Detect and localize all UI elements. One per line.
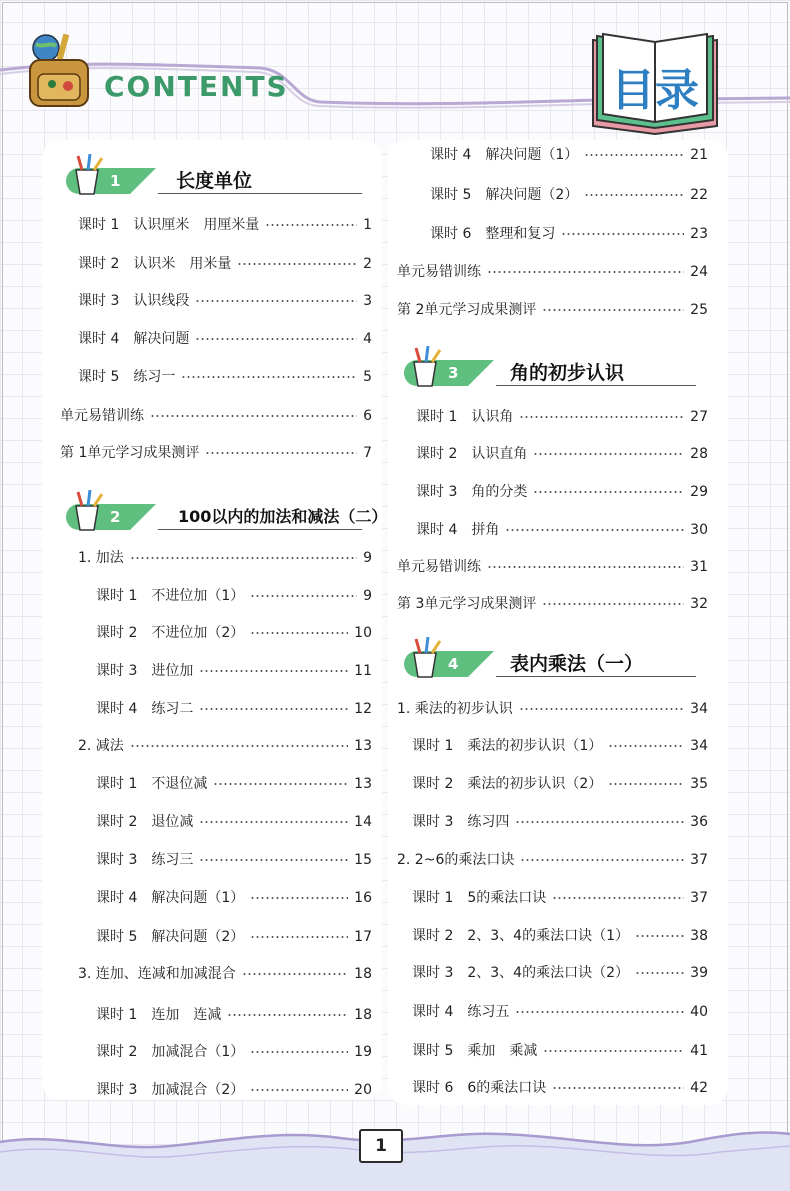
entry-title: 解决问题（1） [151,890,245,906]
unit-header[interactable] [66,160,362,200]
toc-entry[interactable] [412,1078,708,1098]
page-number: 37 [690,890,708,906]
entry-title: 2. 2~6的乘法口诀 [397,852,515,868]
toc-entry[interactable] [416,520,708,540]
entry-title: 练习一 [133,369,176,385]
entry-title: 不进位加（2） [151,625,245,641]
pencil-cup-icon [410,346,444,390]
toc-entry[interactable] [78,964,372,984]
toc-title: 目录 [611,65,699,116]
toc-entry[interactable] [412,812,708,832]
entry-title: 乘加 乘减 [467,1043,538,1059]
lesson-label: 课时 3 [96,1082,138,1098]
entry-title: 3. 连加、连减和加减混合 [78,966,236,982]
toc-entry[interactable] [60,406,372,426]
page-number: 25 [690,302,708,318]
toc-entry[interactable] [96,774,372,794]
page-number: 9 [363,588,372,604]
backpack-icon [22,32,102,112]
page-number: 21 [690,147,708,163]
toc-entry[interactable] [96,888,372,908]
page-number: 36 [690,814,708,830]
pencil-cup-icon [410,637,444,681]
entry-title: 第 2单元学习成果测评 [397,302,537,318]
toc-entry[interactable] [397,850,708,870]
page-number: 19 [354,1044,372,1060]
page-number: 7 [363,445,372,461]
lesson-label: 课时 4 [412,1004,454,1020]
toc-entry[interactable] [397,262,708,282]
toc-entry[interactable] [96,661,372,681]
entry-title: 第 3单元学习成果测评 [397,596,537,612]
page-number: 13 [354,738,372,754]
entry-title: 认识直角 [471,446,528,462]
page-number: 6 [363,408,372,424]
unit-title: 角的初步认识 [510,362,625,384]
lesson-label: 课时 2 [78,256,120,272]
entry-title: 解决问题（2） [151,929,245,945]
pencil-cup-icon [72,154,106,198]
lesson-label: 课时 3 [412,814,454,830]
page-number: 29 [690,484,708,500]
page-number: 20 [354,1082,372,1098]
entry-title: 整理和复习 [485,226,556,242]
entry-title: 解决问题（2） [485,187,579,203]
entry-title: 不进位加（1） [151,588,245,604]
page-number: 28 [690,446,708,462]
toc-entry[interactable] [78,291,372,311]
toc-entry[interactable] [412,888,708,908]
page-number: 14 [354,814,372,830]
lesson-label: 课时 1 [78,217,120,233]
lesson-label: 课时 5 [78,369,120,385]
contents-heading: CONTENTS [104,70,289,103]
toc-entry[interactable] [96,812,372,832]
entry-title: 2、3、4的乘法口诀（2） [467,965,629,981]
lesson-label: 课时 4 [96,890,138,906]
unit-header[interactable] [404,643,696,683]
page-number: 4 [363,331,372,347]
toc-entry[interactable] [430,185,708,205]
page-number: 9 [363,550,372,566]
lesson-label: 课时 5 [412,1043,454,1059]
lesson-label: 课时 2 [416,446,458,462]
lesson-label: 课时 3 [96,852,138,868]
entry-title: 加减混合（2） [151,1082,245,1098]
lesson-label: 课时 4 [416,522,458,538]
entry-title: 5的乘法口诀 [467,890,547,906]
unit-number: 1 [110,172,121,190]
page-number: 27 [690,409,708,425]
toc-entry[interactable] [412,926,708,946]
entry-title: 解决问题（1） [485,147,579,163]
toc-entry[interactable] [412,774,708,794]
toc-entry[interactable] [78,215,372,235]
lesson-label: 课时 2 [96,1044,138,1060]
toc-entry[interactable] [96,586,372,606]
toc-entry[interactable] [96,850,372,870]
lesson-label: 课时 1 [412,738,454,754]
unit-number: 4 [448,655,459,673]
entry-title: 乘法的初步认识（1） [467,738,603,754]
page-number: 11 [354,663,372,679]
page-number: 35 [690,776,708,792]
lesson-label: 课时 1 [96,1007,138,1023]
page-number: 13 [354,776,372,792]
entry-title: 退位减 [151,814,194,830]
page-number: 12 [354,701,372,717]
lesson-label: 课时 2 [96,814,138,830]
page-number: 39 [690,965,708,981]
toc-entry[interactable] [397,699,708,719]
lesson-label: 课时 1 [96,776,138,792]
lesson-label: 课时 5 [430,187,472,203]
page-number: 16 [354,890,372,906]
entry-title: 练习二 [151,701,194,717]
page-number: 2 [363,256,372,272]
lesson-label: 课时 4 [96,701,138,717]
page-number: 17 [354,929,372,945]
unit-number: 3 [448,364,459,382]
toc-entry[interactable] [412,1041,708,1061]
toc-entry[interactable] [96,1042,372,1062]
entry-title: 单元易错训练 [397,264,481,280]
toc-entry[interactable] [412,736,708,756]
toc-entry[interactable] [78,329,372,349]
toc-entry[interactable] [96,1080,372,1100]
entry-title: 乘法的初步认识（2） [467,776,603,792]
toc-entry[interactable] [60,443,372,463]
page-number: 18 [354,966,372,982]
lesson-label: 课时 2 [412,776,454,792]
page-number: 1 [363,217,372,233]
entry-title: 不退位减 [151,776,208,792]
entry-title: 1. 乘法的初步认识 [397,701,513,717]
page-number: 5 [363,369,372,385]
page-number: 24 [690,264,708,280]
lesson-label: 课时 5 [96,929,138,945]
entry-title: 解决问题 [133,331,190,347]
page-number: 34 [690,738,708,754]
toc-entry[interactable] [78,736,372,756]
toc-entry[interactable] [412,1002,708,1022]
lesson-label: 课时 6 [412,1080,454,1096]
lesson-label: 课时 3 [96,663,138,679]
entry-title: 练习四 [467,814,510,830]
entry-title: 认识线段 [133,293,190,309]
entry-title: 第 1单元学习成果测评 [60,445,200,461]
entry-title: 认识角 [471,409,514,425]
entry-title: 加减混合（1） [151,1044,245,1060]
page-number: 30 [690,522,708,538]
unit-title: 100以内的加法和减法（二） [178,507,388,526]
page-number: 38 [690,928,708,944]
page-number: 41 [690,1043,708,1059]
toc-entry[interactable] [416,482,708,502]
unit-number: 2 [110,508,121,526]
lesson-label: 课时 1 [412,890,454,906]
toc-entry[interactable] [397,557,708,577]
toc-entry[interactable] [416,444,708,464]
entry-title: 认识厘米 用厘米量 [133,217,260,233]
lesson-label: 课时 2 [412,928,454,944]
toc-entry[interactable] [430,145,708,165]
unit-title: 表内乘法（一） [510,653,644,675]
toc-entry[interactable] [397,594,708,614]
entry-title: 1. 加法 [78,550,124,566]
page-number: 10 [354,625,372,641]
left-column-panel [42,140,382,1100]
entry-title: 单元易错训练 [60,408,144,424]
unit-header[interactable] [66,496,388,536]
toc-entry[interactable] [96,927,372,947]
lesson-label: 课时 4 [430,147,472,163]
page-number: 34 [690,701,708,717]
entry-title: 角的分类 [471,484,528,500]
page-number: 37 [690,852,708,868]
toc-entry[interactable] [78,548,372,568]
entry-title: 连加 连减 [151,1007,222,1023]
toc-entry[interactable] [96,699,372,719]
entry-title: 练习三 [151,852,194,868]
lesson-label: 课时 6 [430,226,472,242]
toc-entry[interactable] [397,300,708,320]
lesson-label: 课时 3 [412,965,454,981]
toc-entry[interactable] [78,367,372,387]
entry-title: 单元易错训练 [397,559,481,575]
lesson-label: 课时 1 [96,588,138,604]
toc-entry[interactable] [96,1005,372,1025]
lesson-label: 课时 2 [96,625,138,641]
page-number: 15 [354,852,372,868]
page-number-badge: 1 [359,1129,403,1163]
lesson-label: 课时 4 [78,331,120,347]
page-number: 32 [690,596,708,612]
toc-entry[interactable] [412,963,708,983]
page-number: 18 [354,1007,372,1023]
page-number: 42 [690,1080,708,1096]
lesson-label: 课时 3 [416,484,458,500]
toc-entry[interactable] [78,254,372,274]
page-number: 40 [690,1004,708,1020]
toc-entry[interactable] [96,623,372,643]
page-number: 31 [690,559,708,575]
entry-title: 6的乘法口诀 [467,1080,547,1096]
lesson-label: 课时 3 [78,293,120,309]
entry-title: 进位加 [151,663,194,679]
entry-title: 2、3、4的乘法口诀（1） [467,928,629,944]
page-number: 23 [690,226,708,242]
page-number: 22 [690,187,708,203]
unit-title: 长度单位 [176,170,253,192]
entry-title: 认识米 用米量 [133,256,232,272]
unit-header[interactable] [404,352,696,392]
entry-title: 练习五 [467,1004,510,1020]
toc-entry[interactable] [416,407,708,427]
entry-title: 拼角 [471,522,500,538]
toc-entry[interactable] [430,224,708,244]
pencil-cup-icon [72,490,106,534]
page-number: 3 [363,293,372,309]
entry-title: 2. 减法 [78,738,124,754]
lesson-label: 课时 1 [416,409,458,425]
right-column-panel [388,140,728,1105]
